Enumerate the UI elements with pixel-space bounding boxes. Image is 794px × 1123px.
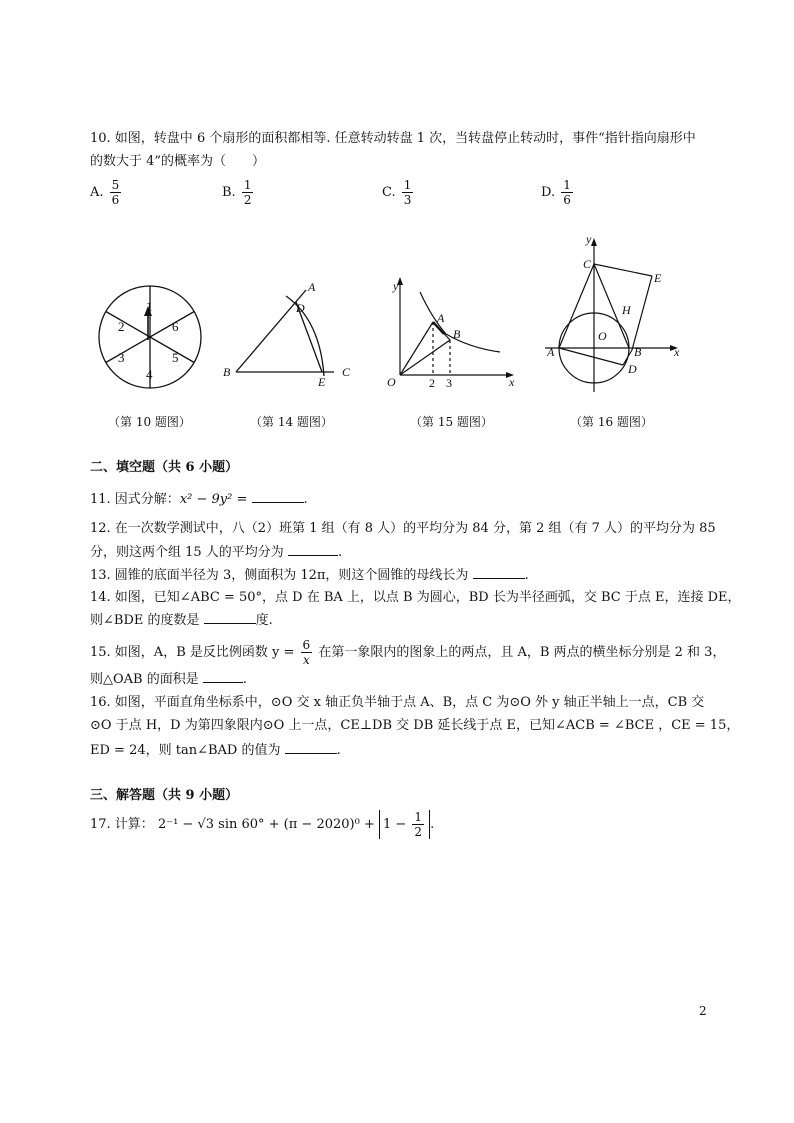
fig14-caption: （第 14 题图）: [250, 415, 333, 429]
fig16-label-b: B: [634, 345, 642, 359]
fig16-caption: （第 16 题图）: [570, 415, 653, 429]
figures-svg: [0, 0, 794, 420]
fig15-tick-3: 3: [446, 376, 452, 390]
q14-line1: 14. 如图，已知∠ABC = 50°，点 D 在 BA 上，以点 B 为圆心，BD 长为半径画弧，交 BC 于点 E，连接 DE，: [90, 590, 741, 605]
q16-line1: 16. 如图，平面直角坐标系中，⊙O 交 x 轴正负半轴于点 A、B，点 C 为⊙O 外 y 轴正半轴上一点，CB 交: [90, 695, 705, 710]
q17: 17. 计算： 2⁻¹ − √3 sin 60° + (π − 2020)⁰ + 1 − $\frac{1}{2}$ .: [90, 810, 435, 839]
q16-line3: ED = 24，则 tan∠BAD 的值为 .: [90, 743, 341, 758]
fig16-label-e: E: [654, 271, 662, 285]
fig10-caption: （第 10 题图）: [108, 415, 191, 429]
q17-abs-value: 1 − $\frac{1}{2}$: [379, 810, 430, 839]
fig14-figure: [236, 290, 334, 376]
spinner-number-6: 6: [172, 319, 179, 334]
fig14-label-a: A: [308, 280, 316, 294]
q15-line2: 则△OAB 的面积是 .: [90, 672, 248, 687]
fig16-figure: [545, 238, 678, 392]
fig14-label-b: B: [223, 365, 231, 379]
spinner-number-4: 4: [146, 367, 153, 382]
q10-line2: 的数大于 4”的概率为（ ）: [90, 154, 266, 169]
q12-line1: 12. 在一次数学测试中，八（2）班第 1 组（有 8 人）的平均分为 84 分，第 2 组（有 7 人）的平均分为 85: [90, 521, 716, 536]
spinner-number-3: 3: [118, 350, 125, 365]
q10-option-d: D. $\frac{1}{6}$: [541, 178, 571, 207]
fig16-label-a: A: [547, 345, 555, 359]
fig14-label-d: D: [296, 301, 305, 315]
q12-answer-blank[interactable]: [288, 543, 338, 556]
fig16-label-x: x: [674, 345, 680, 359]
q15-answer-blank[interactable]: [203, 670, 243, 683]
section-2-title: 二、填空题（共 6 小题）: [90, 460, 239, 475]
q11: 11. 因式分解：x² − 9y² = .: [90, 492, 308, 507]
fig14-label-e: E: [318, 375, 326, 389]
q10-option-a: A. $\frac{5}{6}$: [90, 178, 120, 207]
fig15-label-x: x: [509, 375, 515, 389]
q14-answer-blank[interactable]: [204, 611, 256, 624]
spinner-number-1: 1: [146, 299, 153, 314]
fig15-label-a: A: [437, 311, 445, 325]
q16-answer-blank[interactable]: [285, 741, 337, 754]
section-3-title: 三、解答题（共 9 小题）: [90, 788, 239, 803]
fig16-label-d: D: [628, 362, 637, 376]
fig15-tick-2: 2: [429, 376, 435, 390]
fig15-label-b: B: [453, 327, 461, 341]
fig15-label-o: O: [387, 375, 396, 389]
q10-option-c: C. $\frac{1}{3}$: [382, 178, 412, 207]
spinner-number-5: 5: [172, 350, 179, 365]
q13-answer-blank[interactable]: [473, 566, 525, 579]
fig16-label-o: O: [598, 329, 607, 343]
q11-answer-blank[interactable]: [252, 490, 304, 503]
page-number: 2: [699, 1004, 707, 1018]
fig15-label-y: y: [393, 279, 399, 293]
q13: 13. 圆锥的底面半径为 3，侧面积为 12π，则这个圆锥的母线长为 .: [90, 568, 529, 583]
q14-line2: 则∠BDE 的度数是 度.: [90, 613, 273, 628]
q10-option-b: B. $\frac{1}{2}$: [222, 178, 252, 207]
fig14-label-c: C: [342, 365, 351, 379]
fig15-caption: （第 15 题图）: [410, 415, 493, 429]
fig16-label-h: H: [622, 303, 631, 317]
q12-line2: 分，则这两个组 15 人的平均分为 .: [90, 545, 343, 560]
spinner-number-2: 2: [118, 319, 125, 334]
q10-line1: 10. 如图，转盘中 6 个扇形的面积都相等. 任意转动转盘 1 次，当转盘停止转动时，事件“指针指向扇形中: [90, 131, 696, 146]
fig16-label-y: y: [586, 232, 592, 246]
fig16-label-c: C: [583, 257, 592, 271]
q15-line1: 15. 如图，A，B 是反比例函数 y = $\frac{6}{x}$ 在第一象限内的图象上的两点，且 A，B 两点的横坐标分别是 2 和 3，: [90, 638, 726, 667]
q16-line2: ⊙O 于点 H，D 为第四象限内⊙O 上一点，CE⊥DB 交 DB 延长线于点 E，已知∠ACB = ∠BCE ，CE = 15，: [90, 718, 740, 733]
